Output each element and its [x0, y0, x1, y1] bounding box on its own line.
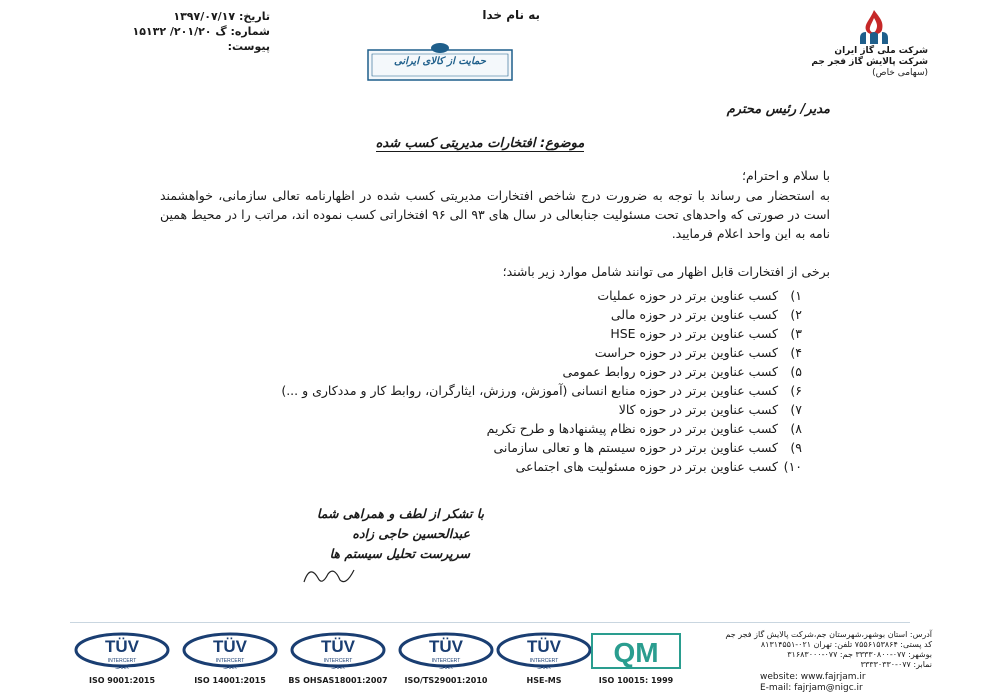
tuv-brand: TÜV	[213, 637, 247, 656]
company-name-3: (سهامی خاص)	[872, 68, 928, 78]
tuv-logo-icon	[180, 632, 280, 672]
tuv-sub: INTERCERT	[323, 658, 353, 664]
company-name-1: شرکت ملی گاز ایران	[834, 46, 928, 56]
tuv-sub2: SAAR	[439, 665, 453, 671]
item-text: کسب عناوین برتر در حوزه HSE	[610, 326, 779, 341]
subject-text: موضوع: افتخارات مدیریتی کسب شده	[375, 136, 585, 151]
flame-logo-icon	[854, 8, 894, 48]
cert-badge	[494, 632, 594, 685]
tuv-sub: INTERCERT	[431, 658, 461, 664]
subject	[300, 136, 660, 151]
tuv-sub: INTERCERT	[529, 658, 559, 664]
cert-label: ISO 14001:2015	[194, 676, 266, 685]
item-text: کسب عناوین برتر در حوزه روابط عمومی	[562, 364, 779, 379]
item-number: ۴)	[790, 345, 802, 360]
footer-fax: نمابر: ۰۷۷-۳۳۳۳۰۳۳۰	[860, 660, 932, 669]
item-text: کسب عناوین برتر در حوزه مالی	[610, 307, 779, 322]
tuv-brand: TÜV	[105, 637, 139, 656]
letter-attachment: پیوست:	[227, 40, 270, 53]
item-number: ۶)	[790, 383, 802, 398]
signer-title: سرپرست تحلیل سیستم ها	[329, 546, 470, 561]
list-item	[160, 324, 802, 343]
tuv-logo-icon	[72, 632, 172, 672]
tuv-sub: INTERCERT	[215, 658, 245, 664]
item-number: ۱)	[790, 288, 802, 303]
intro-line: برخی از افتخارات قابل اظهار می توانند شامل موارد زیر باشند؛	[502, 264, 830, 279]
handwritten-signature	[300, 560, 370, 590]
item-text: کسب عناوین برتر در حوزه نظام پیشنهادها و طرح تکریم	[486, 421, 779, 436]
item-number: ۵)	[790, 364, 802, 379]
qm-logo-icon	[590, 632, 682, 672]
tuv-brand: TÜV	[429, 637, 463, 656]
tuv-logo-icon	[288, 632, 388, 672]
item-number: ۸)	[790, 421, 802, 436]
tuv-sub2: SAAR	[537, 665, 551, 671]
cert-label: ISO 9001:2015	[88, 676, 156, 685]
iranian-goods-emblem	[362, 38, 518, 86]
emblem-text: حمایت از کالای ایرانی	[394, 56, 486, 67]
tuv-sub2: SAAR	[115, 665, 129, 671]
item-number: ۹)	[790, 440, 802, 455]
footer-email[interactable]: E-mail: fajrjam@nigc.ir	[760, 683, 863, 693]
list-item	[160, 286, 802, 305]
list-item	[160, 400, 802, 419]
tuv-logo-icon	[494, 632, 594, 672]
cert-badge	[288, 632, 388, 685]
tuv-logo-icon	[396, 632, 496, 672]
company-logo	[854, 8, 894, 48]
list-item	[160, 419, 802, 438]
item-text: کسب عناوین برتر در حوزه حراست	[594, 345, 779, 360]
cert-badge	[72, 632, 172, 685]
qm-cert-label: ISO 10015: 1999	[598, 676, 674, 685]
qm-brand: QM	[613, 637, 659, 668]
recipient: مدیر/ رئیس محترم	[726, 102, 830, 117]
list-item	[160, 381, 802, 400]
tuv-sub: INTERCERT	[107, 658, 137, 664]
list-item	[160, 343, 802, 362]
item-text: کسب عناوین برتر در حوزه کالا	[618, 402, 779, 417]
item-text: کسب عناوین برتر در حوزه منابع انسانی (آموزش، ورزش، ایثارگران، روابط کار و مددکاری و ...)	[281, 383, 779, 398]
body-paragraph: به استحضار می رساند با توجه به ضرورت درج شاخص افتخارات مدیریتی کسب شده در اظهارنامه تعالی سازمانی، خواهشمند است در صورتی که واحدهای تحت مسئولیت جنابعالی در سال های ۹۳ الی ۹۶ افتخاراتی کسب نموده اند، مراتب را در محیط همین نامه به این واحد اعلام فرمایید.	[160, 188, 831, 241]
cert-label: HSE-MS	[526, 676, 562, 685]
bismillah: به نام خدا	[482, 8, 540, 22]
signature-stroke-icon	[300, 560, 370, 590]
company-name-2: شرکت پالایش گاز فجر جم	[811, 57, 928, 67]
signer-name: عبدالحسین حاجی زاده	[352, 526, 470, 541]
list-item	[160, 438, 802, 457]
footer-postal: کد پستی: ۷۵۵۶۱۵۳۸۶۴ تلفن: تهران ۰۲۱-۸۱۳۱۴۵۵۱	[760, 640, 932, 649]
cert-label: ISO/TS29001:2010	[404, 676, 488, 685]
footer-website[interactable]: website: www.fajrjam.ir	[760, 672, 866, 682]
tuv-brand: TÜV	[321, 637, 355, 656]
item-text: کسب عناوین برتر در حوزه عملیات	[597, 288, 779, 303]
footer-address: آدرس: استان بوشهر،شهرستان جم،شرکت پالایش گاز فجر جم	[725, 630, 932, 639]
achievements-list	[160, 286, 802, 476]
tuv-sub2: SAAR	[331, 665, 345, 671]
closing-line: با تشکر از لطف و همراهی شما	[316, 506, 484, 521]
item-number: ۲)	[790, 307, 802, 322]
footer-phones: بوشهر: ۰۷۷-۳۳۳۳۰۸۰۰ جم: ۰۷۷-۳۱۶۸۳۰۰۰	[787, 650, 932, 659]
list-item	[160, 457, 802, 476]
cert-badge	[396, 632, 496, 685]
letter-number: شماره: گ ۲۰۱/۲۰/ ۱۵۱۳۲	[132, 25, 270, 38]
cert-label: BS OHSAS18001:2007	[288, 676, 388, 685]
footer-divider	[70, 622, 910, 623]
cert-badge	[180, 632, 280, 685]
item-number: ۷)	[790, 402, 802, 417]
qm-cert-badge	[590, 632, 682, 685]
item-text: کسب عناوین برتر در حوزه مسئولیت های اجتماعی	[515, 459, 779, 474]
item-number: ۳)	[790, 326, 802, 341]
list-item	[160, 305, 802, 324]
list-item	[160, 362, 802, 381]
item-number: ۱۰)	[783, 459, 802, 474]
item-text: کسب عناوین برتر در حوزه سیستم ها و تعالی سازمانی	[493, 440, 779, 455]
letter-date: تاریخ: ۱۳۹۷/۰۷/۱۷	[173, 10, 270, 23]
greeting: با سلام و احترام؛	[742, 168, 830, 183]
tuv-brand: TÜV	[527, 637, 561, 656]
tuv-sub2: SAAR	[223, 665, 237, 671]
